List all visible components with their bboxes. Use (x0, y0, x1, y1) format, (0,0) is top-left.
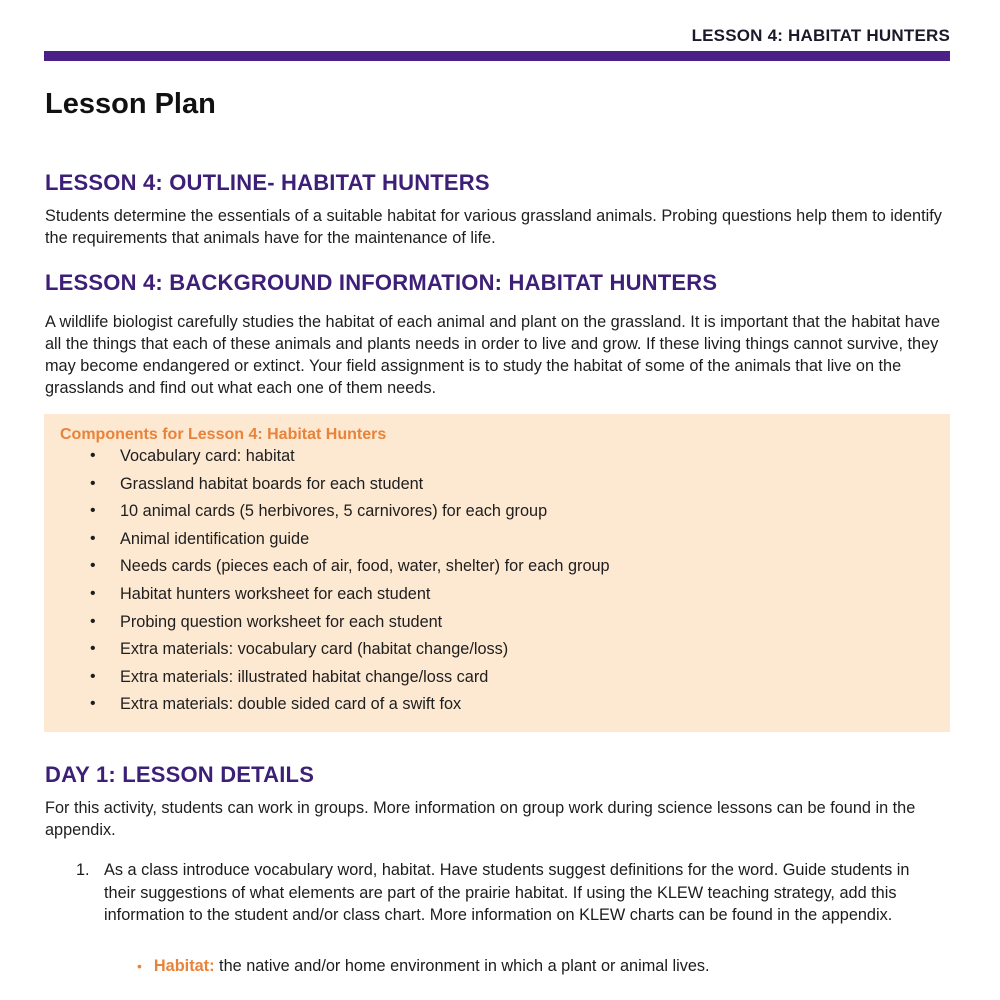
definition-item (137, 955, 710, 977)
components-title: Components for Lesson 4: Habitat Hunters (60, 426, 387, 443)
components-item: • Extra materials: double sided card of a swift fox (90, 695, 462, 714)
definition-term: Habitat: (153, 957, 215, 975)
day1-heading: DAY 1: LESSON DETAILS (45, 762, 315, 787)
bullet-icon: • (90, 557, 96, 575)
components-item: • Animal identification guide (90, 529, 310, 548)
bullet-icon: • (90, 640, 96, 658)
bullet-icon: • (90, 474, 96, 492)
definition-text: the native and/or home environment in which a plant or animal lives. (214, 957, 710, 975)
running-header-title: LESSON 4: HABITAT HUNTERS (691, 26, 950, 45)
components-item: • Grassland habitat boards for each student (90, 474, 424, 493)
bullet-icon: • (90, 529, 96, 547)
step-text: As a class introduce vocabulary word, habitat. Have students suggest definitions for the word. Guide students in their suggestions of what elements are part of the prairie habitat. If using the KLEW teaching strategy, add this information to the student and/or class chart. More information on KLEW charts can be found in the appendix. (104, 861, 910, 924)
header-rule (44, 51, 950, 61)
bullet-icon: • (90, 695, 96, 713)
components-item: • Vocabulary card: habitat (90, 447, 295, 465)
outline-heading: LESSON 4: OUTLINE- HABITAT HUNTERS (45, 170, 490, 195)
step-number: 1. (76, 861, 90, 879)
numbered-step (76, 859, 936, 927)
bullet-icon: • (90, 447, 96, 464)
background-text: A wildlife biologist carefully studies the habitat of each animal and plant on the grassland. It is important that the habitat have all the things that each of these animals and plants needs in order to live and grow. If these living things cannot survive, they may become endangered or extinct. Your field assignment is to study the habitat of some of the animals that live on the grasslands and find out what each one of them needs. (45, 313, 941, 397)
page-title: Lesson Plan (45, 88, 216, 120)
bullet-icon: • (90, 502, 96, 520)
bullet-icon: • (90, 612, 96, 630)
components-item: • Habitat hunters worksheet for each student (90, 584, 431, 603)
bullet-icon: • (90, 584, 96, 602)
components-box (44, 414, 950, 732)
components-list (44, 445, 610, 721)
components-item: • Extra materials: vocabulary card (habitat change/loss) (90, 640, 509, 659)
components-item: • Extra materials: illustrated habitat change/loss card (90, 667, 489, 686)
bullet-icon: • (90, 667, 96, 685)
components-item: • 10 animal cards (5 herbivores, 5 carnivores) for each group (90, 502, 548, 521)
bullet-icon: • (137, 958, 142, 974)
components-item: • Needs cards (pieces each of air, food, water, shelter) for each group (90, 557, 610, 576)
outline-text: Students determine the essentials of a suitable habitat for various grassland animals. Probing questions help them to identify the requirements that animals have for the maintenance of life. (45, 207, 942, 247)
background-heading: LESSON 4: BACKGROUND INFORMATION: HABITAT HUNTERS (45, 270, 718, 295)
day1-intro: For this activity, students can work in groups. More information on group work during science lessons can be found in the appendix. (45, 799, 916, 839)
components-item: • Probing question worksheet for each student (90, 612, 443, 631)
